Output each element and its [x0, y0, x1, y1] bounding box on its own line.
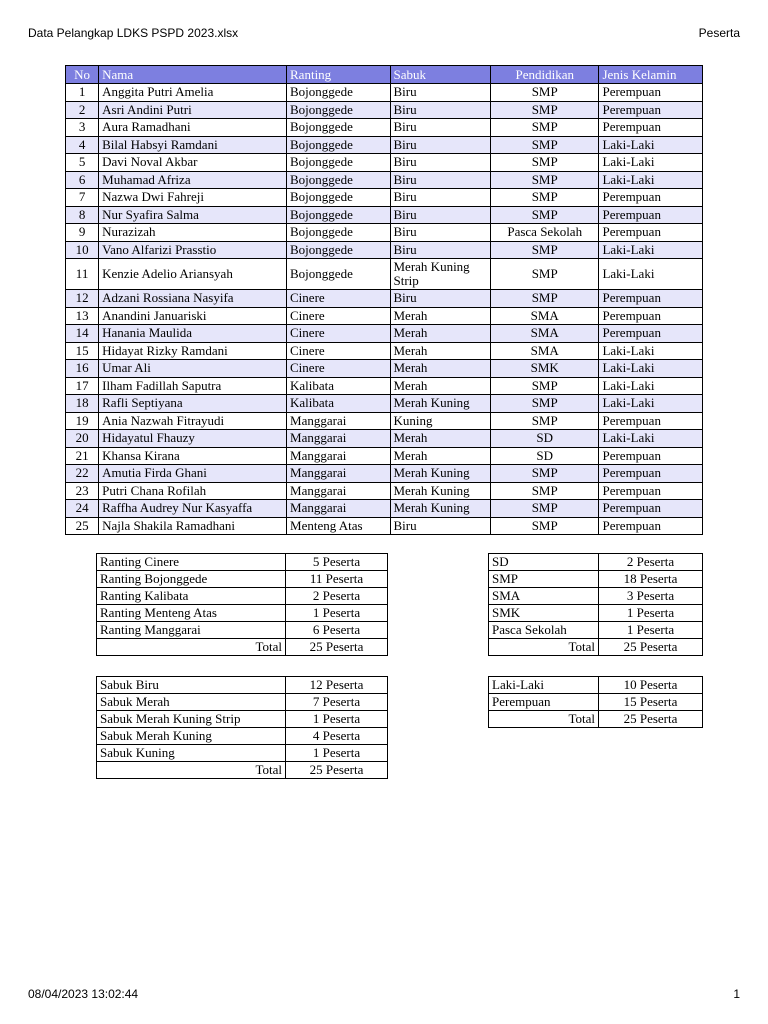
cell-nama: Nazwa Dwi Fahreji	[99, 189, 287, 207]
cell-ranting: Cinere	[287, 342, 390, 360]
total-count: 25 Peserta	[599, 711, 703, 728]
cell-nama: Umar Ali	[99, 360, 287, 378]
cell-jenis-kelamin: Laki-Laki	[599, 342, 703, 360]
summary-total-row	[97, 639, 388, 656]
cell-pendidikan: SMP	[490, 482, 599, 500]
cell-sabuk: Merah Kuning Strip	[390, 259, 490, 290]
cell-sabuk: Biru	[390, 290, 490, 308]
col-pendidikan: Pendidikan	[490, 66, 599, 84]
cell-pendidikan: SMP	[490, 84, 599, 102]
table-row	[66, 517, 703, 535]
cell-nama: Bilal Habsyi Ramdani	[99, 136, 287, 154]
cell-ranting: Manggarai	[287, 465, 390, 483]
cell-ranting: Bojonggede	[287, 136, 390, 154]
cell-nama: Hanania Maulida	[99, 325, 287, 343]
cell-ranting: Cinere	[287, 307, 390, 325]
cell-ranting: Manggarai	[287, 447, 390, 465]
cell-jenis-kelamin: Perempuan	[599, 189, 703, 207]
table-row	[66, 290, 703, 308]
cell-sabuk: Biru	[390, 84, 490, 102]
cell-jenis-kelamin: Perempuan	[599, 517, 703, 535]
table-header-row	[66, 66, 703, 84]
col-ranting: Ranting	[287, 66, 390, 84]
cell-ranting: Cinere	[287, 325, 390, 343]
cell-ranting: Manggarai	[287, 412, 390, 430]
cell-nama: Rafli Septiyana	[99, 395, 287, 413]
cell-jenis-kelamin: Laki-Laki	[599, 171, 703, 189]
summary-row	[489, 622, 703, 639]
summary-total-row	[489, 711, 703, 728]
table-row	[66, 465, 703, 483]
cell-pendidikan: SMP	[490, 395, 599, 413]
cell-ranting: Kalibata	[287, 377, 390, 395]
table-row	[66, 101, 703, 119]
cell-sabuk: Merah	[390, 325, 490, 343]
total-label: Total	[97, 639, 286, 656]
cell-ranting: Manggarai	[287, 500, 390, 518]
summary-count: 6 Peserta	[286, 622, 388, 639]
cell-no: 20	[66, 430, 99, 448]
cell-nama: Vano Alfarizi Prasstio	[99, 241, 287, 259]
cell-ranting: Bojonggede	[287, 241, 390, 259]
cell-ranting: Cinere	[287, 360, 390, 378]
cell-jenis-kelamin: Laki-Laki	[599, 241, 703, 259]
cell-no: 7	[66, 189, 99, 207]
cell-sabuk: Biru	[390, 241, 490, 259]
summary-label: Sabuk Biru	[97, 677, 286, 694]
summary-ranting-table	[96, 553, 388, 656]
table-row	[66, 325, 703, 343]
cell-jenis-kelamin: Perempuan	[599, 101, 703, 119]
cell-jenis-kelamin: Perempuan	[599, 325, 703, 343]
cell-jenis-kelamin: Perempuan	[599, 447, 703, 465]
summary-count: 11 Peserta	[286, 571, 388, 588]
cell-jenis-kelamin: Laki-Laki	[599, 377, 703, 395]
cell-pendidikan: SD	[490, 430, 599, 448]
summary-label: Sabuk Merah	[97, 694, 286, 711]
cell-jenis-kelamin: Perempuan	[599, 206, 703, 224]
cell-nama: Ania Nazwah Fitrayudi	[99, 412, 287, 430]
table-row	[66, 206, 703, 224]
summary-label: Ranting Kalibata	[97, 588, 286, 605]
cell-pendidikan: SMP	[490, 517, 599, 535]
cell-no: 11	[66, 259, 99, 290]
summary-row	[97, 745, 388, 762]
cell-pendidikan: SMP	[490, 119, 599, 137]
cell-no: 15	[66, 342, 99, 360]
summary-label: SMA	[489, 588, 599, 605]
summary-count: 1 Peserta	[286, 711, 388, 728]
cell-ranting: Cinere	[287, 290, 390, 308]
cell-ranting: Manggarai	[287, 482, 390, 500]
summary-label: Laki-Laki	[489, 677, 599, 694]
cell-jenis-kelamin: Perempuan	[599, 119, 703, 137]
cell-pendidikan: SMP	[490, 290, 599, 308]
cell-jenis-kelamin: Laki-Laki	[599, 154, 703, 172]
cell-sabuk: Biru	[390, 224, 490, 242]
cell-pendidikan: Pasca Sekolah	[490, 224, 599, 242]
summary-row	[97, 622, 388, 639]
summary-label: Sabuk Kuning	[97, 745, 286, 762]
cell-sabuk: Merah	[390, 360, 490, 378]
cell-nama: Anggita Putri Amelia	[99, 84, 287, 102]
cell-no: 13	[66, 307, 99, 325]
cell-sabuk: Merah	[390, 430, 490, 448]
cell-nama: Kenzie Adelio Ariansyah	[99, 259, 287, 290]
cell-nama: Asri Andini Putri	[99, 101, 287, 119]
cell-nama: Davi Noval Akbar	[99, 154, 287, 172]
cell-no: 25	[66, 517, 99, 535]
cell-sabuk: Merah Kuning	[390, 500, 490, 518]
summary-label: Sabuk Merah Kuning	[97, 728, 286, 745]
cell-nama: Hidayatul Fhauzy	[99, 430, 287, 448]
cell-jenis-kelamin: Perempuan	[599, 290, 703, 308]
table-row	[66, 500, 703, 518]
cell-sabuk: Merah Kuning	[390, 482, 490, 500]
summary-count: 7 Peserta	[286, 694, 388, 711]
summary-count: 1 Peserta	[599, 622, 703, 639]
cell-pendidikan: SMP	[490, 377, 599, 395]
table-row	[66, 377, 703, 395]
cell-no: 3	[66, 119, 99, 137]
summary-count: 1 Peserta	[286, 745, 388, 762]
summary-count: 12 Peserta	[286, 677, 388, 694]
cell-ranting: Bojonggede	[287, 206, 390, 224]
table-row	[66, 119, 703, 137]
cell-pendidikan: SMP	[490, 171, 599, 189]
total-count: 25 Peserta	[599, 639, 703, 656]
cell-sabuk: Biru	[390, 119, 490, 137]
total-label: Total	[489, 711, 599, 728]
total-count: 25 Peserta	[286, 762, 388, 779]
cell-pendidikan: SMA	[490, 342, 599, 360]
total-count: 25 Peserta	[286, 639, 388, 656]
cell-jenis-kelamin: Perempuan	[599, 482, 703, 500]
cell-pendidikan: SMA	[490, 307, 599, 325]
summary-row	[489, 588, 703, 605]
cell-no: 23	[66, 482, 99, 500]
summary-sabuk-table	[96, 676, 388, 779]
cell-jenis-kelamin: Laki-Laki	[599, 430, 703, 448]
cell-pendidikan: SMP	[490, 465, 599, 483]
summary-row	[489, 605, 703, 622]
cell-ranting: Kalibata	[287, 395, 390, 413]
cell-pendidikan: SMP	[490, 500, 599, 518]
summary-total-row	[489, 639, 703, 656]
cell-pendidikan: SMP	[490, 241, 599, 259]
cell-sabuk: Kuning	[390, 412, 490, 430]
table-row	[66, 395, 703, 413]
total-label: Total	[97, 762, 286, 779]
cell-pendidikan: SMP	[490, 259, 599, 290]
sheet-name: Peserta	[698, 26, 740, 40]
cell-jenis-kelamin: Laki-Laki	[599, 136, 703, 154]
cell-nama: Muhamad Afriza	[99, 171, 287, 189]
file-name: Data Pelangkap LDKS PSPD 2023.xlsx	[28, 26, 239, 40]
cell-no: 2	[66, 101, 99, 119]
cell-nama: Putri Chana Rofilah	[99, 482, 287, 500]
summary-row	[97, 677, 388, 694]
cell-ranting: Bojonggede	[287, 154, 390, 172]
cell-jenis-kelamin: Perempuan	[599, 307, 703, 325]
cell-no: 9	[66, 224, 99, 242]
cell-jenis-kelamin: Perempuan	[599, 84, 703, 102]
cell-ranting: Menteng Atas	[287, 517, 390, 535]
summary-count: 10 Peserta	[599, 677, 703, 694]
summary-row	[97, 554, 388, 571]
table-row	[66, 259, 703, 290]
table-row	[66, 430, 703, 448]
cell-nama: Nurazizah	[99, 224, 287, 242]
cell-pendidikan: SMP	[490, 154, 599, 172]
cell-jenis-kelamin: Laki-Laki	[599, 259, 703, 290]
table-row	[66, 189, 703, 207]
table-row	[66, 447, 703, 465]
cell-pendidikan: SMP	[490, 412, 599, 430]
summary-label: Perempuan	[489, 694, 599, 711]
cell-nama: Nur Syafira Salma	[99, 206, 287, 224]
cell-jenis-kelamin: Laki-Laki	[599, 395, 703, 413]
cell-no: 24	[66, 500, 99, 518]
cell-ranting: Bojonggede	[287, 189, 390, 207]
summary-jenis-kelamin-table	[488, 676, 703, 728]
cell-nama: Ilham Fadillah Saputra	[99, 377, 287, 395]
table-row	[66, 342, 703, 360]
cell-ranting: Bojonggede	[287, 84, 390, 102]
cell-pendidikan: SMP	[490, 136, 599, 154]
table-row	[66, 360, 703, 378]
summary-count: 18 Peserta	[599, 571, 703, 588]
cell-no: 8	[66, 206, 99, 224]
cell-pendidikan: SMP	[490, 206, 599, 224]
summary-count: 2 Peserta	[599, 554, 703, 571]
summary-row	[489, 571, 703, 588]
summary-label: SMK	[489, 605, 599, 622]
cell-jenis-kelamin: Perempuan	[599, 412, 703, 430]
cell-no: 5	[66, 154, 99, 172]
col-sabuk: Sabuk	[390, 66, 490, 84]
cell-ranting: Bojonggede	[287, 224, 390, 242]
summary-row	[489, 694, 703, 711]
total-label: Total	[489, 639, 599, 656]
page-number: 1	[733, 987, 740, 1001]
cell-sabuk: Biru	[390, 517, 490, 535]
summary-count: 1 Peserta	[286, 605, 388, 622]
col-no: No	[66, 66, 99, 84]
cell-no: 10	[66, 241, 99, 259]
cell-jenis-kelamin: Perempuan	[599, 224, 703, 242]
summary-label: SMP	[489, 571, 599, 588]
cell-no: 22	[66, 465, 99, 483]
cell-nama: Anandini Januariski	[99, 307, 287, 325]
cell-ranting: Bojonggede	[287, 119, 390, 137]
cell-sabuk: Merah Kuning	[390, 395, 490, 413]
cell-sabuk: Merah	[390, 342, 490, 360]
summary-count: 5 Peserta	[286, 554, 388, 571]
cell-no: 14	[66, 325, 99, 343]
cell-pendidikan: SMA	[490, 325, 599, 343]
summary-label: Pasca Sekolah	[489, 622, 599, 639]
cell-pendidikan: SMP	[490, 101, 599, 119]
summary-label: Ranting Manggarai	[97, 622, 286, 639]
cell-no: 6	[66, 171, 99, 189]
cell-nama: Aura Ramadhani	[99, 119, 287, 137]
cell-no: 17	[66, 377, 99, 395]
summary-row	[489, 554, 703, 571]
summary-label: SD	[489, 554, 599, 571]
summary-row	[97, 605, 388, 622]
summary-count: 15 Peserta	[599, 694, 703, 711]
cell-no: 21	[66, 447, 99, 465]
summary-row	[97, 728, 388, 745]
table-row	[66, 154, 703, 172]
table-row	[66, 307, 703, 325]
cell-no: 19	[66, 412, 99, 430]
cell-sabuk: Merah	[390, 447, 490, 465]
summary-count: 4 Peserta	[286, 728, 388, 745]
cell-sabuk: Merah Kuning	[390, 465, 490, 483]
summary-count: 2 Peserta	[286, 588, 388, 605]
cell-pendidikan: SD	[490, 447, 599, 465]
cell-no: 12	[66, 290, 99, 308]
table-row	[66, 136, 703, 154]
cell-sabuk: Biru	[390, 101, 490, 119]
summary-label: Ranting Bojonggede	[97, 571, 286, 588]
table-row	[66, 224, 703, 242]
summary-row	[97, 694, 388, 711]
cell-sabuk: Biru	[390, 136, 490, 154]
summary-total-row	[97, 762, 388, 779]
cell-pendidikan: SMK	[490, 360, 599, 378]
cell-no: 1	[66, 84, 99, 102]
summary-pendidikan-table	[488, 553, 703, 656]
cell-nama: Khansa Kirana	[99, 447, 287, 465]
table-row	[66, 84, 703, 102]
cell-sabuk: Merah	[390, 377, 490, 395]
col-jenis-kelamin: Jenis Kelamin	[599, 66, 703, 84]
cell-jenis-kelamin: Laki-Laki	[599, 360, 703, 378]
cell-sabuk: Merah	[390, 307, 490, 325]
table-row	[66, 241, 703, 259]
summary-row	[97, 588, 388, 605]
cell-ranting: Manggarai	[287, 430, 390, 448]
table-row	[66, 482, 703, 500]
summary-count: 3 Peserta	[599, 588, 703, 605]
cell-pendidikan: SMP	[490, 189, 599, 207]
cell-ranting: Bojonggede	[287, 171, 390, 189]
summary-label: Ranting Cinere	[97, 554, 286, 571]
summary-row	[489, 677, 703, 694]
cell-jenis-kelamin: Perempuan	[599, 465, 703, 483]
cell-nama: Hidayat Rizky Ramdani	[99, 342, 287, 360]
summary-row	[97, 711, 388, 728]
cell-no: 18	[66, 395, 99, 413]
cell-sabuk: Biru	[390, 206, 490, 224]
col-nama: Nama	[99, 66, 287, 84]
summary-label: Sabuk Merah Kuning Strip	[97, 711, 286, 728]
table-row	[66, 412, 703, 430]
cell-ranting: Bojonggede	[287, 101, 390, 119]
cell-nama: Raffha Audrey Nur Kasyaffa	[99, 500, 287, 518]
cell-sabuk: Biru	[390, 154, 490, 172]
cell-nama: Amutia Firda Ghani	[99, 465, 287, 483]
cell-ranting: Bojonggede	[287, 259, 390, 290]
cell-jenis-kelamin: Perempuan	[599, 500, 703, 518]
table-row	[66, 171, 703, 189]
participants-table	[65, 65, 703, 535]
cell-nama: Najla Shakila Ramadhani	[99, 517, 287, 535]
cell-no: 4	[66, 136, 99, 154]
cell-sabuk: Biru	[390, 171, 490, 189]
summary-row	[97, 571, 388, 588]
cell-nama: Adzani Rossiana Nasyifa	[99, 290, 287, 308]
summary-label: Ranting Menteng Atas	[97, 605, 286, 622]
cell-no: 16	[66, 360, 99, 378]
print-timestamp: 08/04/2023 13:02:44	[28, 987, 139, 1001]
summary-count: 1 Peserta	[599, 605, 703, 622]
cell-sabuk: Biru	[390, 189, 490, 207]
